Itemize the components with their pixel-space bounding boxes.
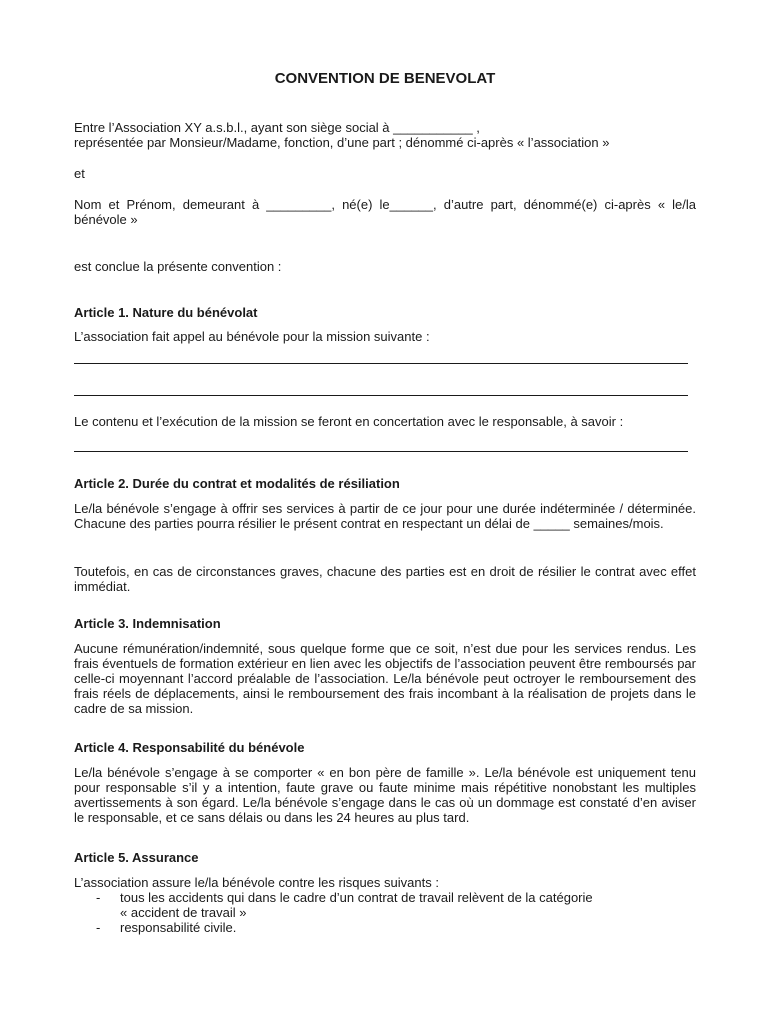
article-3-paragraph-1: Aucune rémunération/indemnité, sous quelque forme que ce soit, n’est due pour les services rendus. Les frais éventuels de formation extérieur en lien avec les objectifs de l’association peuvent être remboursés par celle-ci moyennant l’accord préalable de l’association. Le/la bénévole peut octroyer le remboursement des frais réels de déplacements, ainsi le remboursement des frais incombant à la réalisation de projets dans le cadre de sa mission.	[74, 641, 696, 716]
article-4-paragraph-1: Le/la bénévole s’engage à se comporter « en bon père de famille ». Le/la bénévole est uniquement tenu pour responsable s’il y a intention, faute grave ou faute minime mais répétitive nonobstant les multiples avertissements à son égard. Le/la bénévole s’engage dans le cas où un dommage est constaté d’en aviser le responsable, et ce sans délais ou dans les 24 heures au plus tard.	[74, 765, 696, 825]
article-2-paragraph-2: Toutefois, en cas de circonstances graves, chacune des parties est en droit de résilier le contrat avec effet immédiat.	[74, 564, 696, 594]
article-3-heading: Article 3. Indemnisation	[74, 616, 221, 631]
article-4-heading: Article 4. Responsabilité du bénévole	[74, 740, 305, 755]
intro-concluded: est conclue la présente convention :	[74, 259, 282, 274]
list-dash: -	[96, 890, 101, 905]
intro-et: et	[74, 166, 85, 181]
article-2-heading: Article 2. Durée du contrat et modalités de résiliation	[74, 476, 400, 491]
article-2-paragraph-1: Le/la bénévole s’engage à offrir ses services à partir de ce jour pour une durée indéterminée / déterminée. Chacune des parties pourra résilier le présent contrat en respectant un délai de _____ semaines/mois.	[74, 501, 696, 531]
article-1-blank-line-1	[74, 363, 688, 364]
article-1-heading: Article 1. Nature du bénévolat	[74, 305, 258, 320]
article-1-paragraph-1: L’association fait appel au bénévole pour la mission suivante :	[74, 329, 430, 344]
list-dash: -	[96, 920, 101, 935]
intro-line-2: représentée par Monsieur/Madame, fonction, d’une part ; dénommé ci-après « l’association »	[74, 135, 610, 150]
article-5-heading: Article 5. Assurance	[74, 850, 199, 865]
intro-line-1: Entre l’Association XY a.s.b.l., ayant son siège social à ___________ ,	[74, 120, 480, 135]
article-1-paragraph-2: Le contenu et l’exécution de la mission se feront en concertation avec le responsable, à savoir :	[74, 414, 624, 429]
list-item-line-1: tous les accidents qui dans le cadre d’un contrat de travail relèvent de la catégorie	[120, 890, 593, 905]
document-title: CONVENTION DE BENEVOLAT	[274, 70, 496, 87]
article-1-blank-line-2	[74, 395, 688, 396]
article-1-blank-line-3	[74, 451, 688, 452]
list-item-line-2: « accident de travail »	[120, 905, 247, 920]
list-item-line-1: responsabilité civile.	[120, 920, 237, 935]
intro-party-2: Nom et Prénom, demeurant à _________, né(e) le______, d’autre part, dénommé(e) ci-après « le/la bénévole »	[74, 197, 696, 227]
article-5-paragraph-1: L’association assure le/la bénévole contre les risques suivants :	[74, 875, 439, 890]
